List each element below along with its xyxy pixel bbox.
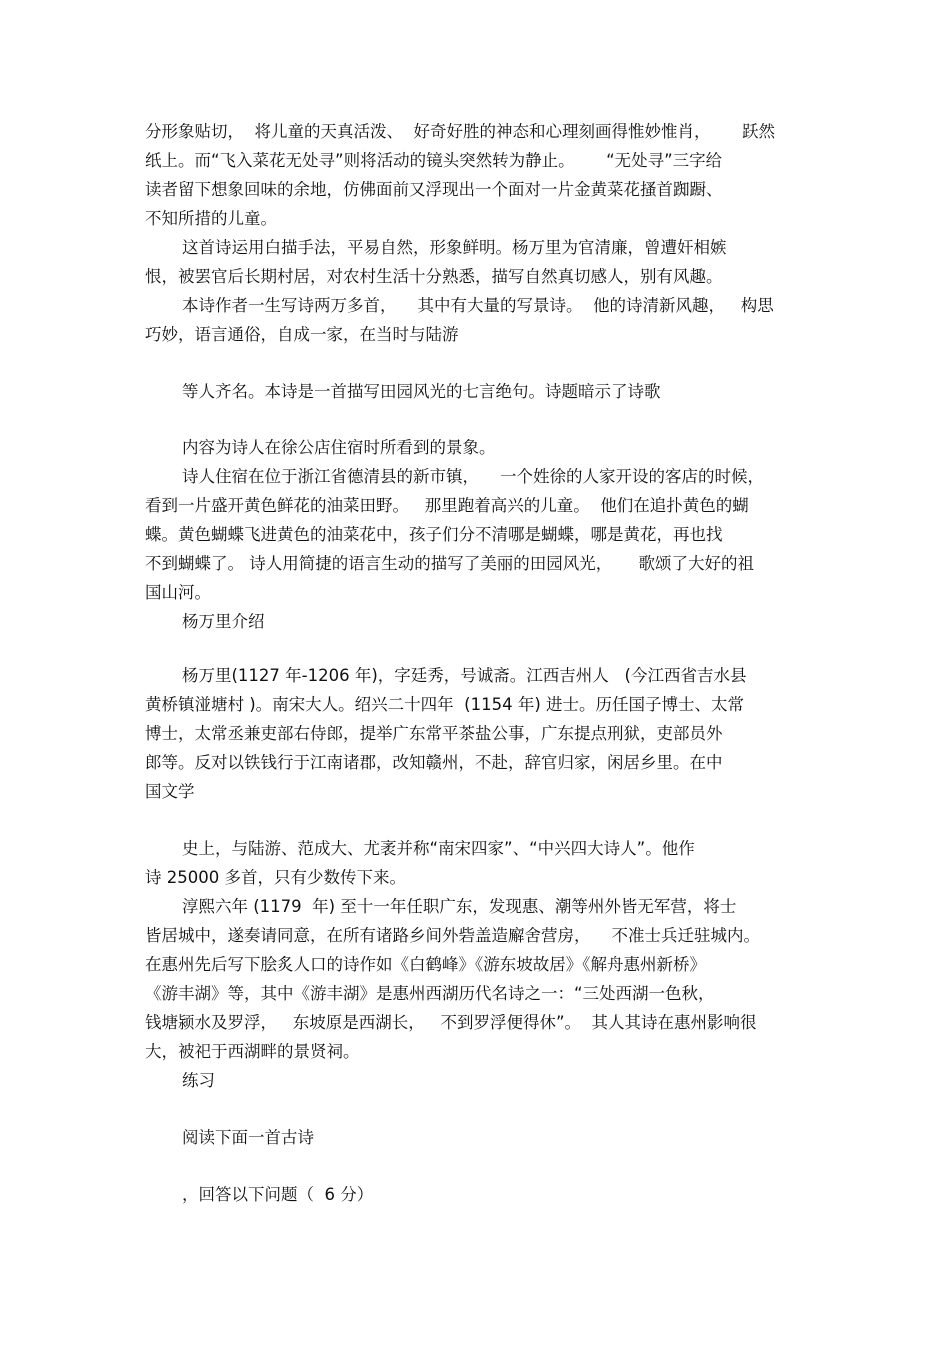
text-line: 淳熙六年 (1179 年) 至十一年任职广东，发现惠、潮等州外皆无军营，将士 [182,897,737,916]
text-line: 本诗作者一生写诗两万多首， 其中有大量的写景诗。 他的诗清新风趣， 构思 [182,296,774,315]
text-line: 大，被祀于西湖畔的景贤祠。 [145,1042,360,1061]
text-line: 史上，与陆游、范成大、尤袤并称“南宋四家”、“中兴四大诗人”。他作 [182,839,695,858]
text-line: 分形象贴切， 将儿童的天真活泼、 好奇好胜的神态和心理刻画得惟妙惟肖， 跃然 [145,122,775,141]
text-line: 在惠州先后写下脍炙人口的诗作如《白鹤峰》《游东坡故居》《解舟惠州新桥》 [145,955,706,974]
text-line: 诗 25000 多首，只有少数传下来。 [145,868,406,887]
text-line: 内容为诗人在徐公店住宿时所看到的景象。 [182,438,496,457]
text-line: 钱塘颍水及罗浮， 东坡原是西湖长， 不到罗浮便得休”。 其人其诗在惠州影响很 [145,1013,757,1032]
text-line: 国文学 [145,782,195,801]
text-line: 国山河。 [145,583,211,602]
text-line: 黄桥镇湴塘村 )。南宋大人。绍兴二十四年 (1154 年) 进士。历任国子博士、太常 [145,695,745,714]
text-line: 博士，太常丞兼吏部右侍郎，提举广东常平茶盐公事，广东提点刑狱，吏部员外 [145,724,723,743]
text-line: 诗人住宿在位于浙江省德清县的新市镇， 一个姓徐的人家开设的客店的时候， [182,467,764,486]
text-line: 杨万里(1127 年-1206 年)，字廷秀，号诚斋。江西吉州人 (今江西省吉水县 [182,666,747,685]
text-line: ，回答以下问题（ 6 分） [182,1185,374,1204]
text-line: 看到一片盛开黄色鲜花的油菜田野。 那里跑着高兴的儿童。 他们在追扑黄色的蝴 [145,496,749,515]
text-line: 这首诗运用白描手法，平易自然，形象鲜明。杨万里为官清廉，曾遭奸相嫉 [182,238,727,257]
text-line: 《游丰湖》等，其中《游丰湖》是惠州西湖历代名诗之一：“三处西湖一色秋， [145,984,715,1003]
text-line: 不到蝴蝶了。 诗人用简捷的语言生动的描写了美丽的田园风光， 歌颂了大好的祖 [145,554,754,573]
text-line: 皆居城中，遂奏请同意，在所有诸路乡间外砦盖造廨舍营房， 不准士兵迁驻城内。 [145,926,760,945]
text-line: 蝶。黄色蝴蝶飞进黄色的油菜花中，孩子们分不清哪是蝴蝶，哪是黄花，再也找 [145,525,723,544]
text-line: 郎等。反对以铁钱行于江南诸郡，改知赣州，不赴，辞官归家，闲居乡里。在中 [145,753,723,772]
section-heading: 杨万里介绍 [182,612,265,631]
text-line: 巧妙，语言通俗，自成一家，在当时与陆游 [145,325,459,344]
section-heading: 练习 [182,1071,215,1090]
text-line: 不知所措的儿童。 [145,209,277,228]
text-line: 恨，被罢官后长期村居，对农村生活十分熟悉，描写自然真切感人，别有风趣。 [145,267,723,286]
text-line: 阅读下面一首古诗 [182,1128,314,1147]
text-line: 等人齐名。本诗是一首描写田园风光的七言绝句。诗题暗示了诗歌 [182,382,661,401]
text-line: 读者留下想象回味的余地，仿佛面前又浮现出一个面对一片金黄菜花搔首踟蹰、 [145,180,723,199]
text-line: 纸上。而“飞入菜花无处寻”则将活动的镜头突然转为静止。 “无处寻”三字给 [145,151,723,170]
